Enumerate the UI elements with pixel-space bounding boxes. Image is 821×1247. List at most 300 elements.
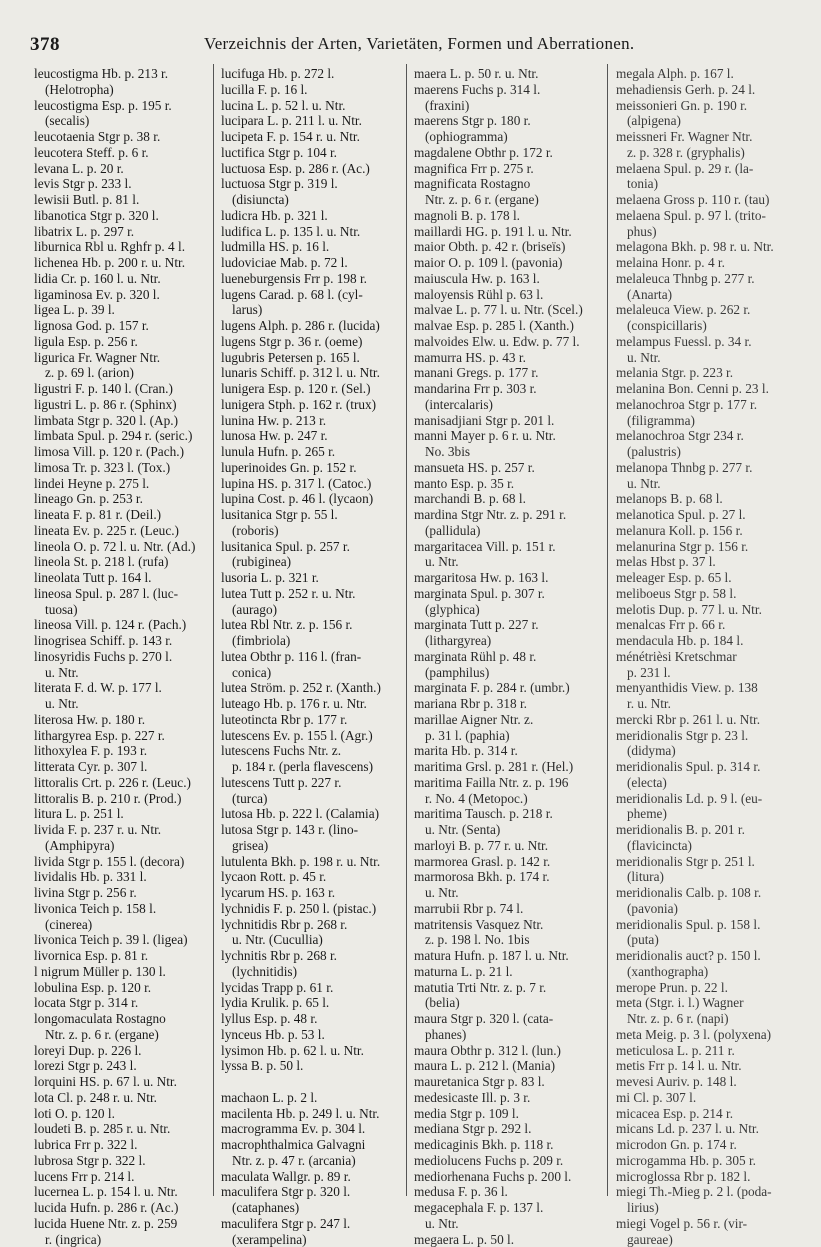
index-entry: malvoides Elw. u. Edw. p. 77 l. (414, 334, 599, 350)
index-entry: miegi Th.-Mieg p. 2 l. (poda- (616, 1184, 804, 1200)
index-entry: maculifera Stgr p. 320 l. (221, 1184, 397, 1200)
index-entry-continuation: z. p. 198 l. No. 1bis (414, 932, 599, 948)
index-entry: marginata Rühl p. 48 r. (414, 649, 599, 665)
index-column-3 (414, 66, 599, 1247)
index-entry: meridionalis Calb. p. 108 r. (616, 885, 804, 901)
index-entry: matura Hufn. p. 187 l. u. Ntr. (414, 948, 599, 964)
running-title: Verzeichnis der Arten, Varietäten, Formen und Aberrationen. (204, 34, 634, 54)
index-entry: lydia Krulik. p. 65 l. (221, 995, 397, 1011)
index-entry-continuation: u. Ntr. (34, 665, 202, 681)
index-entry: lutescens Fuchs Ntr. z. (221, 743, 397, 759)
index-entry-continuation: r. (ingrica) (34, 1232, 202, 1247)
index-entry: lunula Hufn. p. 265 r. (221, 444, 397, 460)
index-entry: lusitanica Stgr p. 55 l. (221, 507, 397, 523)
index-entry: lynceus Hb. p. 53 l. (221, 1027, 397, 1043)
index-entry-continuation: (glyphica) (414, 602, 599, 618)
index-entry: ménétrièsi Kretschmar (616, 649, 804, 665)
index-entry: lutescens Ev. p. 155 l. (Agr.) (221, 728, 397, 744)
index-entry: lunina Hw. p. 213 r. (221, 413, 397, 429)
index-entry: matutia Trti Ntr. z. p. 7 r. (414, 980, 599, 996)
index-entry: maiuscula Hw. p. 163 l. (414, 271, 599, 287)
index-entry: margaritacea Vill. p. 151 r. (414, 539, 599, 555)
index-entry: melanotica Spul. p. 27 l. (616, 507, 804, 523)
index-entry-continuation: (disiuncta) (221, 192, 397, 208)
index-entry: libanotica Stgr p. 320 l. (34, 208, 202, 224)
index-entry: meridionalis Spul. p. 314 r. (616, 759, 804, 775)
index-entry: malvae L. p. 77 l. u. Ntr. (Scel.) (414, 302, 599, 318)
index-entry: luctuosa Stgr p. 319 l. (221, 176, 397, 192)
index-entry: lupina Cost. p. 46 l. (lycaon) (221, 491, 397, 507)
index-entry: lutosa Stgr p. 143 r. (lino- (221, 822, 397, 838)
index-entry-continuation: Ntr. z. p. 47 r. (arcania) (221, 1153, 397, 1169)
index-entry: melas Hbst p. 37 l. (616, 554, 804, 570)
index-entry: ligula Esp. p. 256 r. (34, 334, 202, 350)
index-entry: maloyensis Rühl p. 63 l. (414, 287, 599, 303)
index-entry: marrubii Rbr p. 74 l. (414, 901, 599, 917)
index-entry-continuation: pheme) (616, 806, 804, 822)
index-entry: lucernea L. p. 154 l. u. Ntr. (34, 1184, 202, 1200)
index-entry: megacephala F. p. 137 l. (414, 1200, 599, 1216)
index-entry: lucilla F. p. 16 l. (221, 82, 397, 98)
index-entry: melotis Dup. p. 77 l. u. Ntr. (616, 602, 804, 618)
index-entry-continuation: (roboris) (221, 523, 397, 539)
index-entry: melaena Spul. p. 97 l. (trito- (616, 208, 804, 224)
index-column-2 (221, 66, 397, 1247)
index-entry-continuation: (xanthographa) (616, 964, 804, 980)
index-entry: melania Stgr. p. 223 r. (616, 365, 804, 381)
index-entry: meridionalis auct? p. 150 l. (616, 948, 804, 964)
index-entry: lychnitidis Rbr p. 268 r. (221, 917, 397, 933)
index-entry: melanochroa Stgr p. 177 r. (616, 397, 804, 413)
index-entry-continuation: (alpigena) (616, 113, 804, 129)
index-entry: maritima Tausch. p. 218 r. (414, 806, 599, 822)
index-entry: ludmilla HS. p. 16 l. (221, 239, 397, 255)
index-entry: lithargyrea Esp. p. 227 r. (34, 728, 202, 744)
index-entry: lineosa Vill. p. 124 r. (Pach.) (34, 617, 202, 633)
index-entry: maculifera Stgr p. 247 l. (221, 1216, 397, 1232)
index-entry-continuation: p. 231 l. (616, 665, 804, 681)
index-entry: mediorhenana Fuchs p. 200 l. (414, 1169, 599, 1185)
index-entry: lorquini HS. p. 67 l. u. Ntr. (34, 1074, 202, 1090)
index-entry: mandarina Frr p. 303 r. (414, 381, 599, 397)
index-entry-continuation: u. Ntr. (34, 696, 202, 712)
index-entry: mauretanica Stgr p. 83 l. (414, 1074, 599, 1090)
index-entry: ligurica Fr. Wagner Ntr. (34, 350, 202, 366)
index-entry-continuation: u. Ntr. (414, 1216, 599, 1232)
index-entry: locata Stgr p. 314 r. (34, 995, 202, 1011)
index-entry-continuation: r. No. 4 (Metopoc.) (414, 791, 599, 807)
index-entry: lusoria L. p. 321 r. (221, 570, 397, 586)
index-entry: marita Hb. p. 314 r. (414, 743, 599, 759)
index-entry: megala Alph. p. 167 l. (616, 66, 804, 82)
index-entry: meta Meig. p. 3 l. (polyxena) (616, 1027, 804, 1043)
index-entry: libatrix L. p. 297 r. (34, 224, 202, 240)
index-entry: melanina Bon. Cenni p. 23 l. (616, 381, 804, 397)
index-entry-continuation: (intercalaris) (414, 397, 599, 413)
index-entry-continuation: lirius) (616, 1200, 804, 1216)
index-entry-continuation: u. Ntr. (Senta) (414, 822, 599, 838)
index-entry-continuation: z. p. 328 r. (gryphalis) (616, 145, 804, 161)
index-entry-continuation: (cataphanes) (221, 1200, 397, 1216)
index-entry-continuation: (Helotropha) (34, 82, 202, 98)
index-entry: matritensis Vasquez Ntr. (414, 917, 599, 933)
index-entry: lychnidis F. p. 250 l. (pistac.) (221, 901, 397, 917)
index-entry: ligustri L. p. 86 r. (Sphinx) (34, 397, 202, 413)
index-entry: livornica Esp. p. 81 r. (34, 948, 202, 964)
index-entry: longomaculata Rostagno (34, 1011, 202, 1027)
index-entry: lineolata Tutt p. 164 l. (34, 570, 202, 586)
index-entry: limosa Tr. p. 323 l. (Tox.) (34, 460, 202, 476)
index-entry: macilenta Hb. p. 249 l. u. Ntr. (221, 1106, 397, 1122)
index-entry: mendacula Hb. p. 184 l. (616, 633, 804, 649)
index-entry: media Stgr p. 109 l. (414, 1106, 599, 1122)
index-entry: leucotera Steff. p. 6 r. (34, 145, 202, 161)
index-entry: magnoli B. p. 178 l. (414, 208, 599, 224)
index-entry: maura L. p. 212 l. (Mania) (414, 1058, 599, 1074)
index-entry: livida Stgr p. 155 l. (decora) (34, 854, 202, 870)
index-entry-continuation: (electa) (616, 775, 804, 791)
index-entry: lewisii Butl. p. 81 l. (34, 192, 202, 208)
index-entry: mediana Stgr p. 292 l. (414, 1121, 599, 1137)
index-entry: lunosa Hw. p. 247 r. (221, 428, 397, 444)
index-entry: macrophthalmica Galvagni (221, 1137, 397, 1153)
index-entry-continuation: (ophiogramma) (414, 129, 599, 145)
index-entry: machaon L. p. 2 l. (221, 1090, 397, 1106)
index-entry: meridionalis Stgr p. 251 l. (616, 854, 804, 870)
index-entry: marmorosa Bkh. p. 174 r. (414, 869, 599, 885)
index-column-1 (34, 66, 202, 1247)
index-entry: limbata Spul. p. 294 r. (seric.) (34, 428, 202, 444)
index-entry: mi Cl. p. 307 l. (616, 1090, 804, 1106)
index-entry: lindei Heyne p. 275 l. (34, 476, 202, 492)
index-entry: melanochroa Stgr 234 r. (616, 428, 804, 444)
index-entry: lutosa Hb. p. 222 l. (Calamia) (221, 806, 397, 822)
index-entry-continuation: conica) (221, 665, 397, 681)
index-entry: meleager Esp. p. 65 l. (616, 570, 804, 586)
index-entry: medicaginis Bkh. p. 118 r. (414, 1137, 599, 1153)
index-entry: maturna L. p. 21 l. (414, 964, 599, 980)
index-entry: loreyi Dup. p. 226 l. (34, 1043, 202, 1059)
index-entry: melaina Honr. p. 4 r. (616, 255, 804, 271)
index-entry: marginata F. p. 284 r. (umbr.) (414, 680, 599, 696)
index-entry: limosa Vill. p. 120 r. (Pach.) (34, 444, 202, 460)
index-entry: lusitanica Spul. p. 257 r. (221, 539, 397, 555)
index-entry: ludicra Hb. p. 321 l. (221, 208, 397, 224)
index-entry: marchandi B. p. 68 l. (414, 491, 599, 507)
index-entry: megaera L. p. 50 l. (414, 1232, 599, 1247)
index-entry: littoralis Crt. p. 226 r. (Leuc.) (34, 775, 202, 791)
index-entry: manisadjiani Stgr p. 201 l. (414, 413, 599, 429)
index-entry-continuation: grisea) (221, 838, 397, 854)
index-entry: loti O. p. 120 l. (34, 1106, 202, 1122)
index-entry: lugubris Petersen p. 165 l. (221, 350, 397, 366)
index-entry: lupina HS. p. 317 l. (Catoc.) (221, 476, 397, 492)
index-entry: maillardi HG. p. 191 l. u. Ntr. (414, 224, 599, 240)
index-entry: luctifica Stgr p. 104 r. (221, 145, 397, 161)
index-entry-continuation: Ntr. z. p. 6 r. (ergane) (414, 192, 599, 208)
index-entry-continuation: (conspicillaris) (616, 318, 804, 334)
index-entry-continuation: u. Ntr. (616, 476, 804, 492)
index-entry: ludifica L. p. 135 l. u. Ntr. (221, 224, 397, 240)
index-entry-continuation: (turca) (221, 791, 397, 807)
index-entry-continuation: r. u. Ntr. (616, 696, 804, 712)
index-entry: magnifica Frr p. 275 r. (414, 161, 599, 177)
index-entry: lubrosa Stgr p. 322 l. (34, 1153, 202, 1169)
index-entry: marginata Spul. p. 307 r. (414, 586, 599, 602)
index-entry: livina Stgr p. 256 r. (34, 885, 202, 901)
index-entry-continuation: gaureae) (616, 1232, 804, 1247)
index-entry: manani Gregs. p. 177 r. (414, 365, 599, 381)
index-entry: microdon Gn. p. 174 r. (616, 1137, 804, 1153)
index-entry-continuation: (pamphilus) (414, 665, 599, 681)
index-entry: melanopa Thnbg p. 277 r. (616, 460, 804, 476)
index-entry: mariana Rbr p. 318 r. (414, 696, 599, 712)
index-entry: meliboeus Stgr p. 58 l. (616, 586, 804, 602)
index-entry-continuation: u. Ntr. (414, 554, 599, 570)
index-entry-continuation: p. 184 r. (perla flavescens) (221, 759, 397, 775)
index-entry: marmorea Grasl. p. 142 r. (414, 854, 599, 870)
index-entry: maculata Wallgr. p. 89 r. (221, 1169, 397, 1185)
index-entry: maura Stgr p. 320 l. (cata- (414, 1011, 599, 1027)
index-entry: lubrica Frr p. 322 l. (34, 1137, 202, 1153)
index-entry: lunigera Esp. p. 120 r. (Sel.) (221, 381, 397, 397)
index-entry: meridionalis Ld. p. 9 l. (eu- (616, 791, 804, 807)
index-entry: metis Frr p. 14 l. u. Ntr. (616, 1058, 804, 1074)
index-entry: magdalene Obthr p. 172 r. (414, 145, 599, 161)
index-entry: lineata Ev. p. 225 r. (Leuc.) (34, 523, 202, 539)
index-entry: leucostigma Hb. p. 213 r. (34, 66, 202, 82)
index-entry: leucostigma Esp. p. 195 r. (34, 98, 202, 114)
index-entry-continuation: (aurago) (221, 602, 397, 618)
index-entry-continuation: (flavicincta) (616, 838, 804, 854)
index-entry: meissneri Fr. Wagner Ntr. (616, 129, 804, 145)
index-entry: lineola St. p. 218 l. (rufa) (34, 554, 202, 570)
index-entry: lutea Tutt p. 252 r. u. Ntr. (221, 586, 397, 602)
index-entry: lithoxylea F. p. 193 r. (34, 743, 202, 759)
index-entry: lucida Huene Ntr. z. p. 259 (34, 1216, 202, 1232)
index-entry: lucens Frr p. 214 l. (34, 1169, 202, 1185)
index-entry-continuation: (Anarta) (616, 287, 804, 303)
index-entry: liburnica Rbl u. Rghfr p. 4 l. (34, 239, 202, 255)
index-entry: lutea Ström. p. 252 r. (Xanth.) (221, 680, 397, 696)
index-entry: marginata Tutt p. 227 r. (414, 617, 599, 633)
index-entry: melaleuca Thnbg p. 277 r. (616, 271, 804, 287)
index-entry-continuation: phanes) (414, 1027, 599, 1043)
index-entry: menyanthidis View. p. 138 (616, 680, 804, 696)
index-entry: micacea Esp. p. 214 r. (616, 1106, 804, 1122)
index-entry: lugens Carad. p. 68 l. (cyl- (221, 287, 397, 303)
index-entry: lucifuga Hb. p. 272 l. (221, 66, 397, 82)
index-entry: livida F. p. 237 r. u. Ntr. (34, 822, 202, 838)
index-entry-continuation: u. Ntr. (616, 350, 804, 366)
index-entry-continuation: larus) (221, 302, 397, 318)
column-rule (406, 64, 407, 1196)
index-entry: maerens Stgr p. 180 r. (414, 113, 599, 129)
index-entry-continuation: (rubiginea) (221, 554, 397, 570)
index-entry-continuation: (cinerea) (34, 917, 202, 933)
index-entry: livonica Teich p. 158 l. (34, 901, 202, 917)
index-entry: melampus Fuessl. p. 34 r. (616, 334, 804, 350)
index-entry: lutescens Tutt p. 227 r. (221, 775, 397, 791)
index-entry: lorezi Stgr p. 243 l. (34, 1058, 202, 1074)
index-entry: leucotaenia Stgr p. 38 r. (34, 129, 202, 145)
index-entry: linosyridis Fuchs p. 270 l. (34, 649, 202, 665)
index-entry: lunigera Stph. p. 162 r. (trux) (221, 397, 397, 413)
index-entry-continuation: Ntr. z. p. 6 r. (ergane) (34, 1027, 202, 1043)
index-entry: mercki Rbr p. 261 l. u. Ntr. (616, 712, 804, 728)
index-entry: linogrisea Schiff. p. 143 r. (34, 633, 202, 649)
index-entry: melagona Bkh. p. 98 r. u. Ntr. (616, 239, 804, 255)
column-rule (213, 64, 214, 1196)
index-entry: lueneburgensis Frr p. 198 r. (221, 271, 397, 287)
index-entry: litura L. p. 251 l. (34, 806, 202, 822)
index-entry: melaena Gross p. 110 r. (tau) (616, 192, 804, 208)
index-entry: ligea L. p. 39 l. (34, 302, 202, 318)
index-entry (221, 1074, 397, 1090)
index-entry: maritima Grsl. p. 281 r. (Hel.) (414, 759, 599, 775)
index-entry: maerens Fuchs p. 314 l. (414, 82, 599, 98)
index-entry: malvae Esp. p. 285 l. (Xanth.) (414, 318, 599, 334)
index-entry: luteotincta Rbr p. 177 r. (221, 712, 397, 728)
index-entry: literosa Hw. p. 180 r. (34, 712, 202, 728)
index-entry: mevesi Auriv. p. 148 l. (616, 1074, 804, 1090)
index-entry: ligustri F. p. 140 l. (Cran.) (34, 381, 202, 397)
index-entry: maura Obthr p. 312 l. (lun.) (414, 1043, 599, 1059)
index-entry: lychnitis Rbr p. 268 r. (221, 948, 397, 964)
index-entry: literata F. d. W. p. 177 l. (34, 680, 202, 696)
index-entry: maior O. p. 109 l. (pavonia) (414, 255, 599, 271)
index-entry-continuation: tonia) (616, 176, 804, 192)
index-entry: lyssa B. p. 50 l. (221, 1058, 397, 1074)
index-entry: ludoviciae Mab. p. 72 l. (221, 255, 397, 271)
index-entry: meticulosa L. p. 211 r. (616, 1043, 804, 1059)
index-entry-continuation: (Amphipyra) (34, 838, 202, 854)
index-entry: lineosa Spul. p. 287 l. (luc- (34, 586, 202, 602)
index-entry: micans Ld. p. 237 l. u. Ntr. (616, 1121, 804, 1137)
index-entry: manto Esp. p. 35 r. (414, 476, 599, 492)
index-entry: lobulina Esp. p. 120 r. (34, 980, 202, 996)
index-entry: mamurra HS. p. 43 r. (414, 350, 599, 366)
index-entry: mehadiensis Gerh. p. 24 l. (616, 82, 804, 98)
index-entry: lugens Stgr p. 36 r. (oeme) (221, 334, 397, 350)
index-entry-continuation: (lithargyrea) (414, 633, 599, 649)
index-entry: lutea Rbl Ntr. z. p. 156 r. (221, 617, 397, 633)
index-entry: levana L. p. 20 r. (34, 161, 202, 177)
index-entry-continuation: (fraxini) (414, 98, 599, 114)
index-entry: meissonieri Gn. p. 190 r. (616, 98, 804, 114)
index-column-4 (616, 66, 804, 1247)
index-entry: lineata F. p. 81 r. (Deil.) (34, 507, 202, 523)
index-entry: lysimon Hb. p. 62 l. u. Ntr. (221, 1043, 397, 1059)
index-entry-continuation: (litura) (616, 869, 804, 885)
page-number: 378 (30, 34, 60, 56)
index-entry: l nigrum Müller p. 130 l. (34, 964, 202, 980)
index-entry-continuation: u. Ntr. (414, 885, 599, 901)
index-entry: lota Cl. p. 248 r. u. Ntr. (34, 1090, 202, 1106)
index-entry: melaleuca View. p. 262 r. (616, 302, 804, 318)
index-entry: mardina Stgr Ntr. z. p. 291 r. (414, 507, 599, 523)
index-entry: melanurina Stgr p. 156 r. (616, 539, 804, 555)
index-entry-continuation: (secalis) (34, 113, 202, 129)
index-entry: lividalis Hb. p. 331 l. (34, 869, 202, 885)
index-entry: lycidas Trapp p. 61 r. (221, 980, 397, 996)
index-entry: lucipara L. p. 211 l. u. Ntr. (221, 113, 397, 129)
index-entry-continuation: (fimbriola) (221, 633, 397, 649)
index-entry-continuation: No. 3bis (414, 444, 599, 460)
index-entry-continuation: (pavonia) (616, 901, 804, 917)
index-entry: menalcas Frr p. 66 r. (616, 617, 804, 633)
index-entry: luctuosa Esp. p. 286 r. (Ac.) (221, 161, 397, 177)
index-entry: lyllus Esp. p. 48 r. (221, 1011, 397, 1027)
index-entry: maior Obth. p. 42 r. (briseïs) (414, 239, 599, 255)
index-entry: margaritosa Hw. p. 163 l. (414, 570, 599, 586)
index-entry: meta (Stgr. i. l.) Wagner (616, 995, 804, 1011)
index-entry: medesicaste Ill. p. 3 r. (414, 1090, 599, 1106)
index-entry: luperinoides Gn. p. 152 r. (221, 460, 397, 476)
index-entry-continuation: (lychnitidis) (221, 964, 397, 980)
index-entry: marloyi B. p. 77 r. u. Ntr. (414, 838, 599, 854)
index-entry: lucina L. p. 52 l. u. Ntr. (221, 98, 397, 114)
index-entry: melaena Spul. p. 29 r. (la- (616, 161, 804, 177)
index-entry-continuation: p. 31 l. (paphia) (414, 728, 599, 744)
index-entry: maera L. p. 50 r. u. Ntr. (414, 66, 599, 82)
index-entry: lineola O. p. 72 l. u. Ntr. (Ad.) (34, 539, 202, 555)
index-entry-continuation: u. Ntr. (Cucullia) (221, 932, 397, 948)
index-entry-continuation: (didyma) (616, 743, 804, 759)
index-entry: lutulenta Bkh. p. 198 r. u. Ntr. (221, 854, 397, 870)
index-entry-continuation: (xerampelina) (221, 1232, 397, 1247)
index-entry: limbata Stgr p. 320 l. (Ap.) (34, 413, 202, 429)
index-entry: mediolucens Fuchs p. 209 r. (414, 1153, 599, 1169)
index-entry: luteago Hb. p. 176 r. u. Ntr. (221, 696, 397, 712)
index-entry: ligaminosa Ev. p. 320 l. (34, 287, 202, 303)
index-entry: lugens Alph. p. 286 r. (lucida) (221, 318, 397, 334)
index-entry: lucipeta F. p. 154 r. u. Ntr. (221, 129, 397, 145)
index-entry-continuation: (belia) (414, 995, 599, 1011)
index-entry-continuation: z. p. 69 l. (arion) (34, 365, 202, 381)
index-entry: melanops B. p. 68 l. (616, 491, 804, 507)
index-entry: lutea Obthr p. 116 l. (fran- (221, 649, 397, 665)
index-entry: microglossa Rbr p. 182 l. (616, 1169, 804, 1185)
index-entry: lunaris Schiff. p. 312 l. u. Ntr. (221, 365, 397, 381)
index-entry: medusa F. p. 36 l. (414, 1184, 599, 1200)
index-entry: levis Stgr p. 233 l. (34, 176, 202, 192)
index-entry-continuation: phus) (616, 224, 804, 240)
index-entry: lichenea Hb. p. 200 r. u. Ntr. (34, 255, 202, 271)
page-header (30, 34, 800, 60)
index-entry: mansueta HS. p. 257 r. (414, 460, 599, 476)
index-entry: livonica Teich p. 39 l. (ligea) (34, 932, 202, 948)
index-entry: lignosa God. p. 157 r. (34, 318, 202, 334)
index-entry: litterata Cyr. p. 307 l. (34, 759, 202, 775)
index-entry-continuation: (palustris) (616, 444, 804, 460)
index-entry: magnificata Rostagno (414, 176, 599, 192)
column-rule (607, 64, 608, 1196)
index-entry: lucida Hufn. p. 286 r. (Ac.) (34, 1200, 202, 1216)
index-entry-continuation: tuosa) (34, 602, 202, 618)
index-entry: maritima Failla Ntr. z. p. 196 (414, 775, 599, 791)
index-entry: meridionalis B. p. 201 r. (616, 822, 804, 838)
index-entry: lineago Gn. p. 253 r. (34, 491, 202, 507)
index-entry-continuation: (puta) (616, 932, 804, 948)
index-entry: marillae Aigner Ntr. z. (414, 712, 599, 728)
index-entry: lidia Cr. p. 160 l. u. Ntr. (34, 271, 202, 287)
index-entry: miegi Vogel p. 56 r. (vir- (616, 1216, 804, 1232)
index-entry: lycaon Rott. p. 45 r. (221, 869, 397, 885)
index-entry: meridionalis Stgr p. 23 l. (616, 728, 804, 744)
index-entry-continuation: (pallidula) (414, 523, 599, 539)
index-entry: loudeti B. p. 285 r. u. Ntr. (34, 1121, 202, 1137)
